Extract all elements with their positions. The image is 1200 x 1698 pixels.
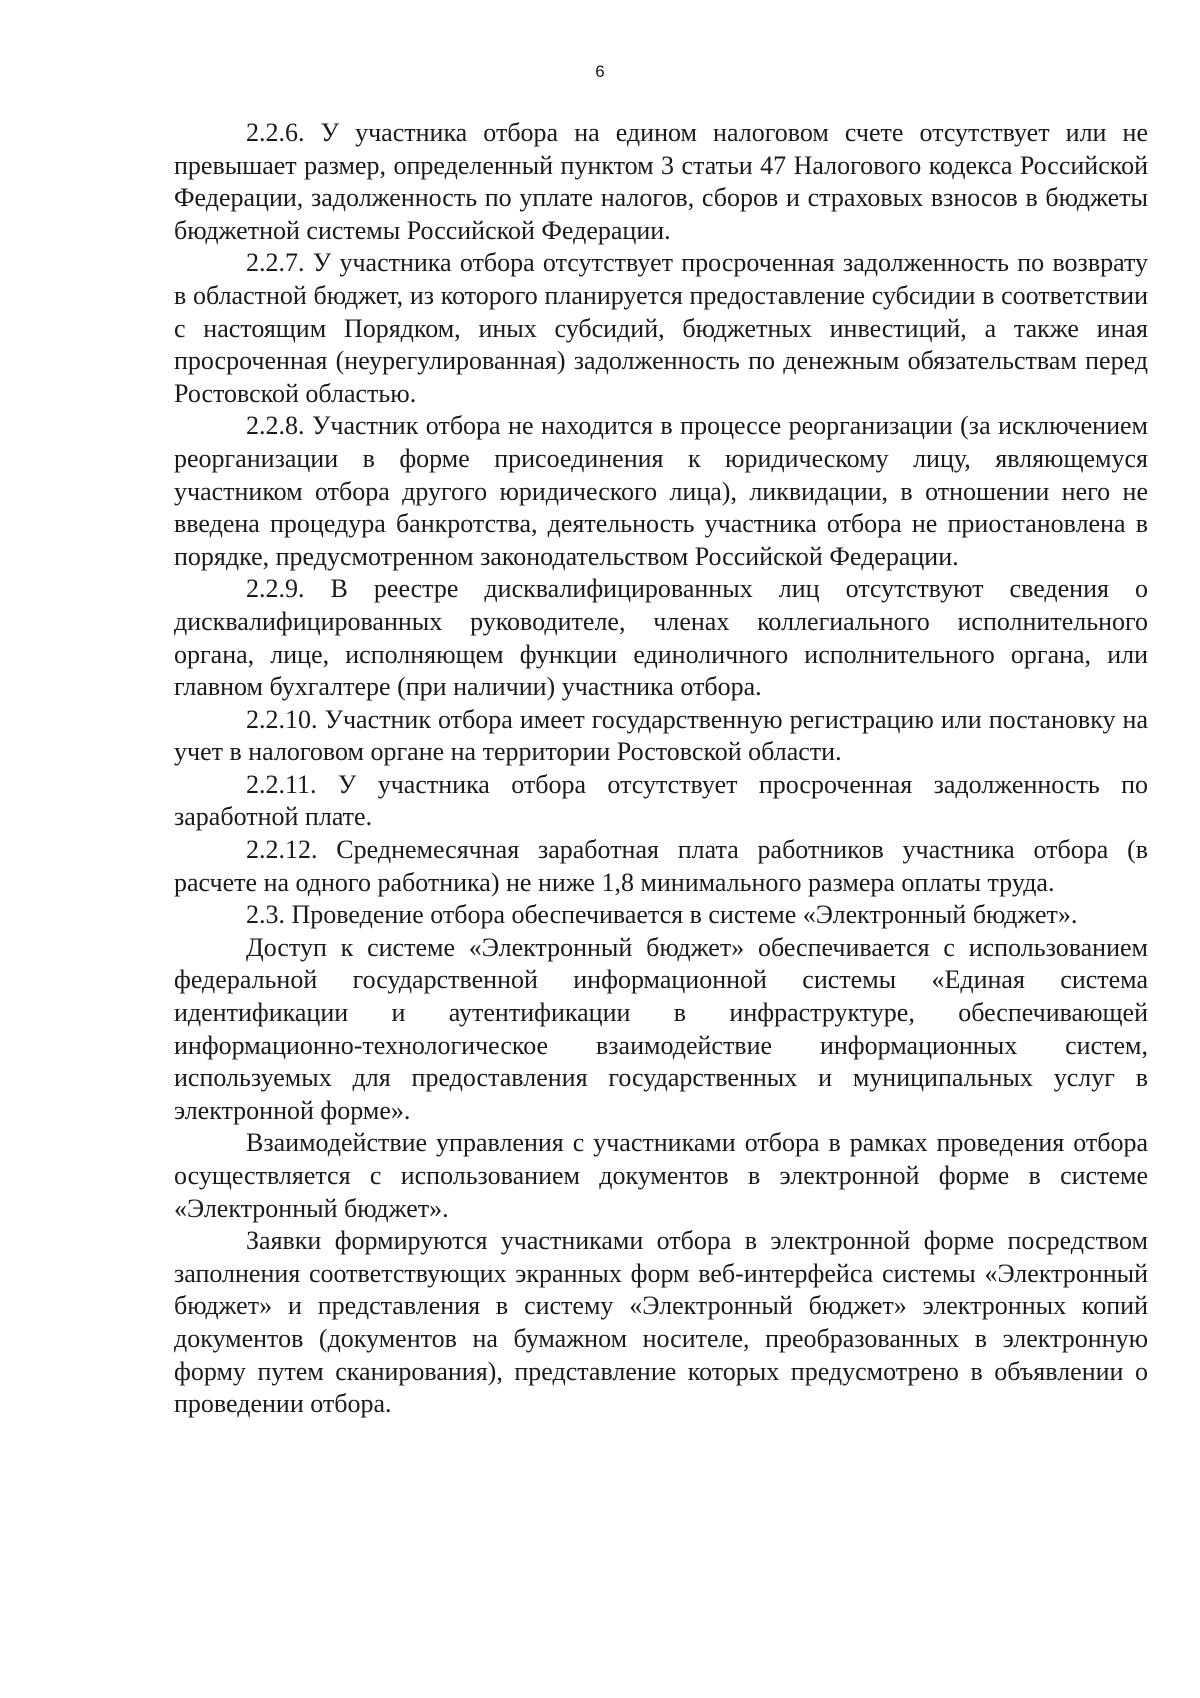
paragraph-2-3: 2.3. Проведение отбора обеспечивается в системе «Электронный бюджет». [246,900,1078,930]
paragraph-system-access: Доступ к системе «Электронный бюджет» обеспечивается с использованием федеральной государственной информационной системы «Единая система идентификации и аутентификации в инфраструктуре, обеспечивающей информационно-технологическое взаимодействие информационных систем, используемых для предоставления государственных и муниципальных услуг в электронной форме». [174,932,1148,1125]
paragraph-applications: Заявки формируются участниками отбора в электронной форме посредством заполнения соответствующих экранных форм веб-интерфейса системы «Электронный бюджет» и представления в систему «Электронный бюджет» электронных копий документов (документов на бумажном носителе, преобразованных в электронную форму путем сканирования), представление которых предусмотрено в объявлении о проведении отбора. [174,1226,1148,1419]
paragraph-2-2-10: 2.2.10. Участник отбора имеет государственную регистрацию или постановку на учет в налоговом органе на территории Ростовской области. [174,704,1148,767]
paragraph-2-2-12: 2.2.12. Среднемесячная заработная плата работников участника отбора (в расчете на одного работника) не ниже 1,8 минимального размера оплаты труда. [174,835,1148,897]
paragraph-2-2-11: 2.2.11. У участника отбора отсутствует просроченная задолженность по заработной плате. [174,769,1148,832]
paragraph-2-2-7: 2.2.7. У участника отбора отсутствует просроченная задолженность по возврату в областной бюджет, из которого планируется предоставление субсидии в соответствии с настоящим Порядком, иных субсидий, бюджетных инвестиций, а также иная просроченная (неурегулированная) задолженность по денежным обязательствам перед Ростовской областью. [174,248,1148,408]
paragraph-2-2-6: 2.2.6. У участника отбора на едином налоговом счете отсутствует или не превышает размер, определенный пунктом 3 статьи 47 Налогового кодекса Российской Федерации, задолженность по уплате налогов, сборов и страховых взносов в бюджеты бюджетной системы Российской Федерации. [174,118,1148,245]
page-number: 6 [595,62,605,81]
paragraph-interaction: Взаимодействие управления с участниками отбора в рамках проведения отбора осуществляется с использованием документов в электронной форме в системе «Электронный бюджет». [174,1128,1148,1223]
paragraph-2-2-8: 2.2.8. Участник отбора не находится в процессе реорганизации (за исключением реорганизации в форме присоединения к юридическому лицу, являющемуся участником отбора другого юридического лица), ликвидации, в отношении него не введена процедура банкротства, деятельность участника отбора не приостановлена в порядке, предусмотренном законодательством Российской Федерации. [174,411,1148,571]
document-body [174,117,1148,1421]
paragraph-2-2-9: 2.2.9. В реестре дисквалифицированных лиц отсутствуют сведения о дисквалифицированных руководителе, членах коллегиального исполнительного органа, лице, исполняющем функции единоличного исполнительного органа, или главном бухгалтере (при наличии) участника отбора. [174,574,1148,702]
